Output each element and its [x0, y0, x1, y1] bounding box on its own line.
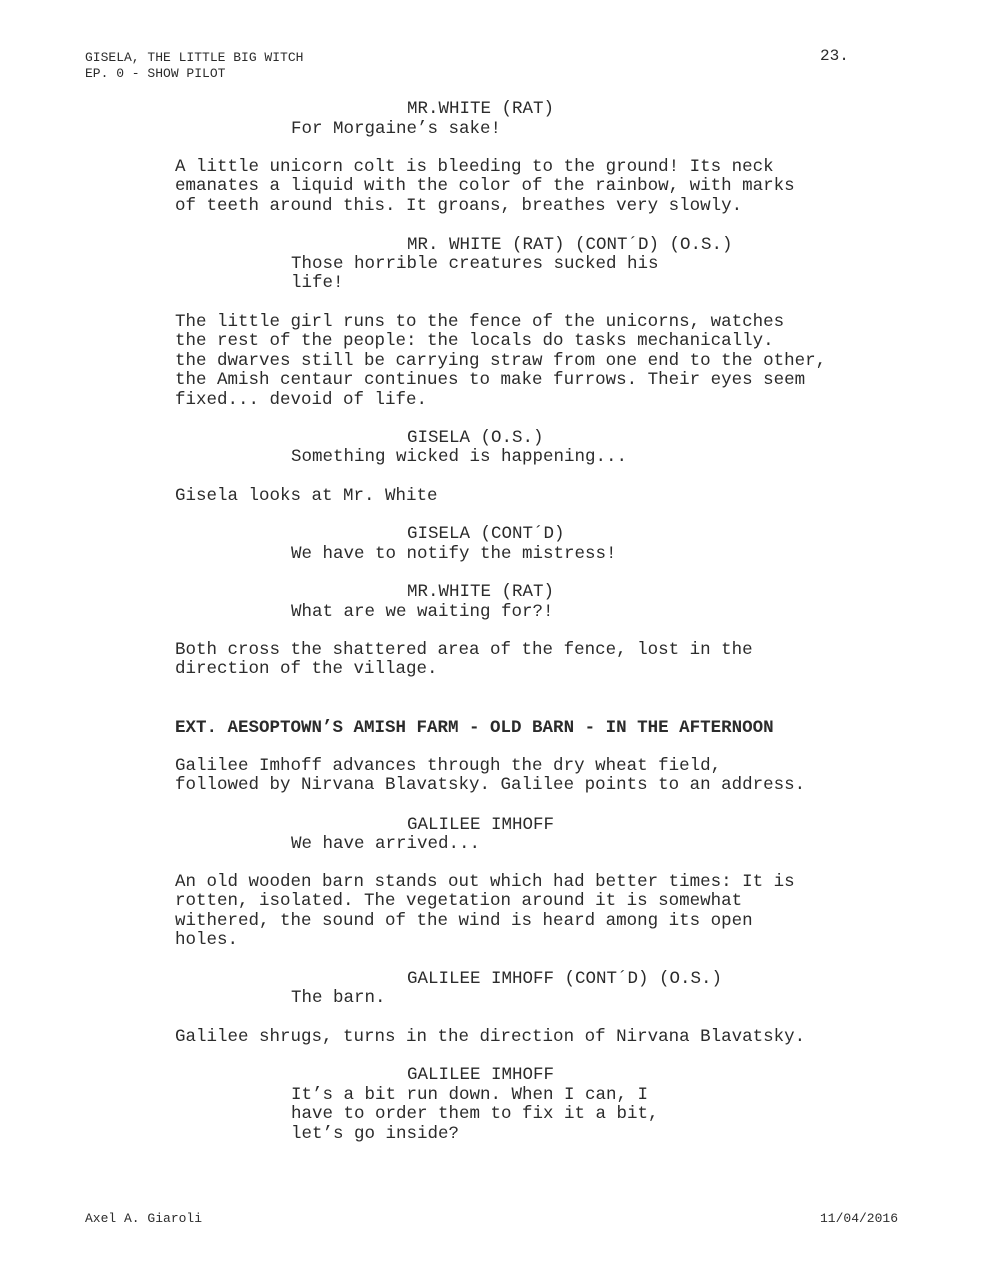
- action-line: An old wooden barn stands out which had better times: It is rotten, isolated. The vegetation around it is somewhat withered, the sound of the wind is heard among its open holes.: [175, 872, 795, 951]
- action-line: Gisela looks at Mr. White: [175, 486, 438, 506]
- character-cue: GALILEE IMHOFF: [407, 815, 555, 835]
- character-cue: GALILEE IMHOFF (CONT´D) (O.S.): [407, 969, 723, 989]
- dialogue: The barn.: [291, 988, 386, 1008]
- author-footer: Axel A. Giaroli: [85, 1211, 203, 1226]
- character-cue: GALILEE IMHOFF: [407, 1065, 555, 1085]
- dialogue: Something wicked is happening...: [291, 447, 628, 467]
- page-number: 23.: [820, 47, 849, 65]
- action-line: The little girl runs to the fence of the unicorns, watches the rest of the people: the locals do tasks mechanically. the dwarves still be carrying straw from one end to the other, the Amish centaur continues to make furrows. Their eyes seem fixed... devoid of life.: [175, 312, 827, 410]
- script-title: GISELA, THE LITTLE BIG WITCH: [85, 50, 304, 65]
- action-line: Galilee Imhoff advances through the dry wheat field, followed by Nirvana Blavatsky. Galilee points to an address.: [175, 756, 806, 796]
- dialogue: It’s a bit run down. When I can, I have to order them to fix it a bit, let’s go inside?: [291, 1085, 659, 1144]
- character-cue: MR.WHITE (RAT): [407, 99, 555, 119]
- episode-label: EP. 0 - SHOW PILOT: [85, 66, 226, 81]
- scene-heading: EXT. AESOPTOWN’S AMISH FARM - OLD BARN - IN THE AFTERNOON: [175, 718, 774, 738]
- character-cue: GISELA (O.S.): [407, 428, 544, 448]
- character-cue: MR. WHITE (RAT) (CONT´D) (O.S.): [407, 235, 733, 255]
- character-cue: GISELA (CONT´D): [407, 524, 565, 544]
- dialogue: We have arrived...: [291, 834, 481, 854]
- dialogue: Those horrible creatures sucked his life!: [291, 254, 659, 294]
- character-cue: MR.WHITE (RAT): [407, 582, 555, 602]
- action-line: Galilee shrugs, turns in the direction of Nirvana Blavatsky.: [175, 1027, 806, 1047]
- action-line: Both cross the shattered area of the fence, lost in the direction of the village.: [175, 640, 753, 680]
- dialogue: For Morgaine’s sake!: [291, 119, 502, 139]
- date-footer: 11/04/2016: [820, 1211, 899, 1226]
- action-line: A little unicorn colt is bleeding to the ground! Its neck emanates a liquid with the color of the rainbow, with marks of teeth around this. It groans, breathes very slowly.: [175, 157, 795, 216]
- dialogue: What are we waiting for?!: [291, 602, 554, 622]
- dialogue: We have to notify the mistress!: [291, 544, 617, 564]
